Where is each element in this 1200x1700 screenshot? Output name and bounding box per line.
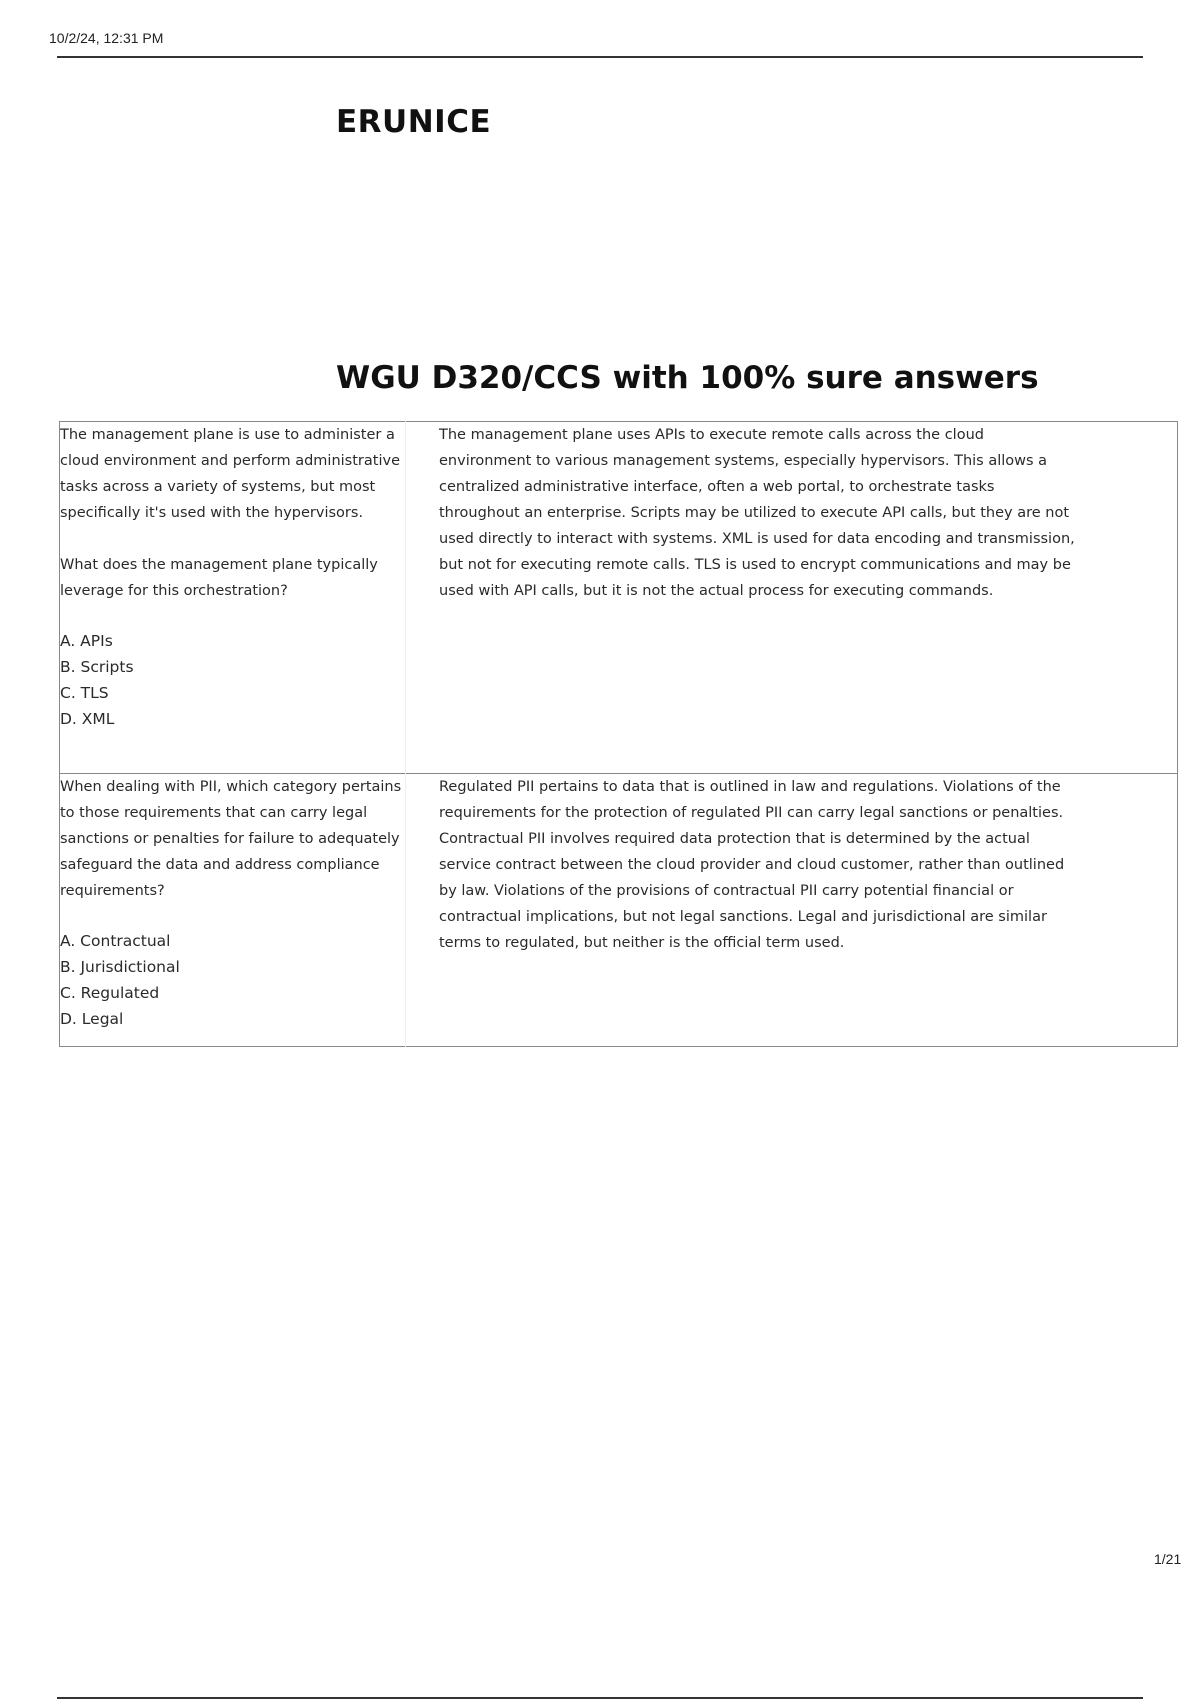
option-item: C. Regulated <box>60 984 160 1002</box>
answer-explanation: Regulated PII pertains to data that is outlined in law and regulations. Violations of the requirements for the protection of regulated PII can carry legal sanctions or penalties. Contractual PII involves required data protection that is determined by the actual service contract between the cloud provider and cloud customer, rather than outlined by law. Violations of the provisions of contractual PII carry potential financial or contractual implications, but not legal sanctions. Legal and jurisdictional are similar terms to regulated, but neither is the official term used. <box>439 779 1065 951</box>
question-answer-table <box>59 421 1178 1047</box>
footer-divider <box>57 1697 1143 1699</box>
question-cell <box>60 774 406 1047</box>
question-prompt: What does the management plane typically leverage for this orchestration? <box>60 557 378 599</box>
header-divider <box>57 56 1143 58</box>
document-title: WGU D320/CCS with 100% sure answers <box>336 360 1039 396</box>
option-item: A. Contractual <box>60 932 171 950</box>
table-row <box>60 774 1178 1047</box>
question-context: The management plane is use to administer a cloud environment and perform administrative tasks across a variety of systems, but most specifically it's used with the hypervisors. <box>60 427 400 521</box>
page-number: 1/21 <box>1154 1551 1182 1567</box>
option-item: C. TLS <box>60 684 109 702</box>
answer-options <box>60 628 405 732</box>
option-item: A. APIs <box>60 632 113 650</box>
question-cell <box>60 422 406 774</box>
option-item: B. Scripts <box>60 658 134 676</box>
option-item: B. Jurisdictional <box>60 958 180 976</box>
answer-explanation: The management plane uses APIs to execute remote calls across the cloud environment to various management systems, especially hypervisors. This allows a centralized administrative interface, often a web portal, to orchestrate tasks throughout an enterprise. Scripts may be utilized to execute API calls, but they are not used directly to interact with systems. XML is used for data encoding and transmission, but not for executing remote calls. TLS is used to encrypt communications and may be used with API calls, but it is not the actual process for executing commands. <box>439 427 1075 599</box>
option-item: D. Legal <box>60 1010 124 1028</box>
question-context: When dealing with PII, which category pertains to those requirements that can carry legal sanctions or penalties for failure to adequately safeguard the data and address compliance requirements? <box>60 779 402 899</box>
answer-cell <box>406 422 1178 774</box>
answer-options <box>60 928 405 1032</box>
author-name: ERUNICE <box>336 104 492 140</box>
print-timestamp: 10/2/24, 12:31 PM <box>49 30 164 46</box>
table-row <box>60 422 1178 774</box>
answer-cell <box>406 774 1178 1047</box>
option-item: D. XML <box>60 710 115 728</box>
